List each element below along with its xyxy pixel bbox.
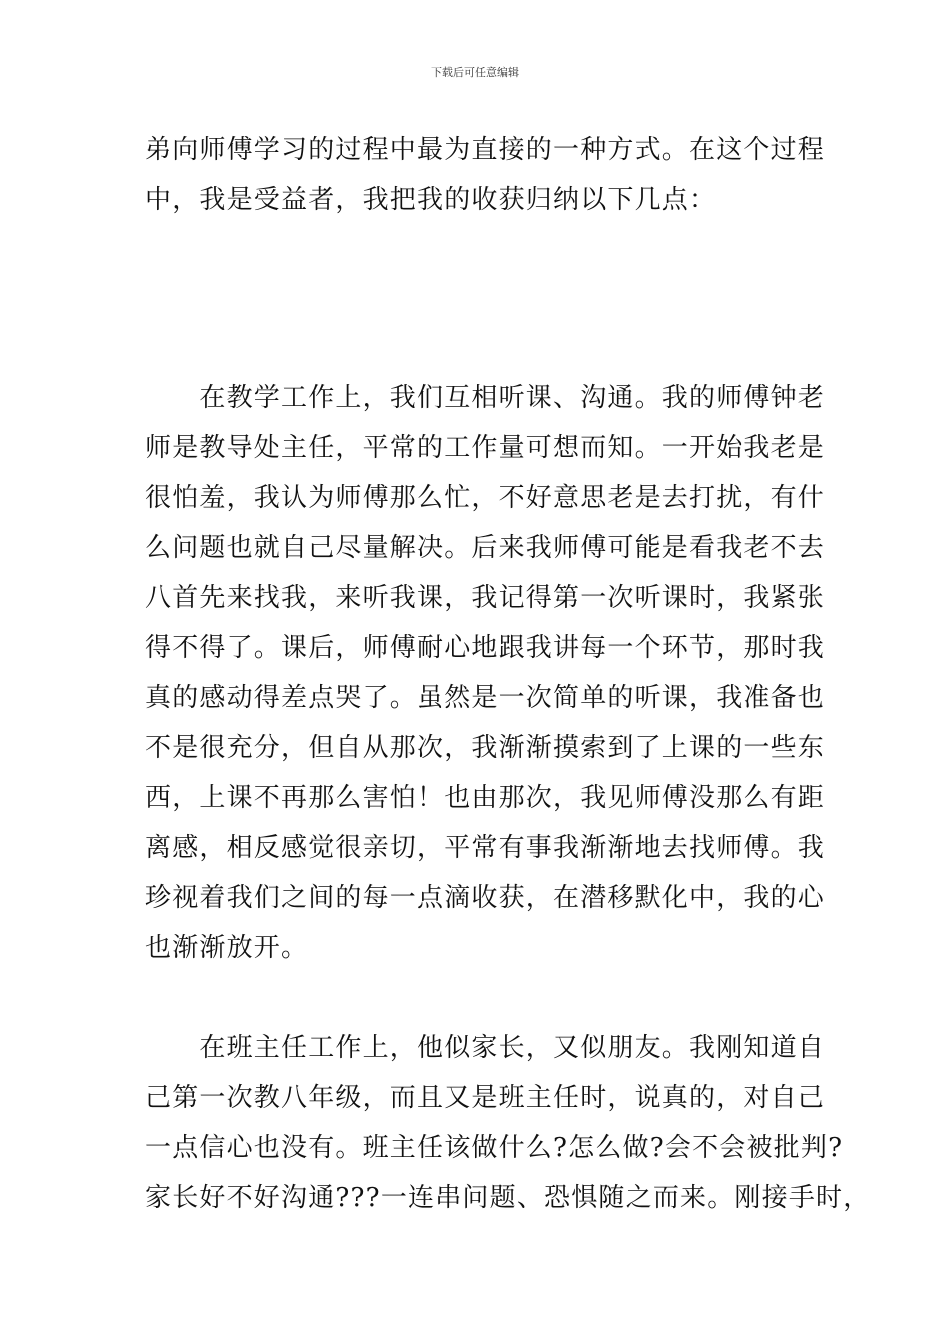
page-header: 下载后可任意编辑 [431, 66, 519, 79]
text-line: 西，上课不再那么害怕！也由那次，我见师傅没那么有距 [145, 783, 826, 813]
text-line: 一点信心也没有。班主任该做什么?怎么做?会不会被批判? [145, 1133, 844, 1163]
text-line: 师是教导处主任，平常的工作量可想而知。一开始我老是 [145, 433, 826, 463]
text-line: 家长好不好沟通???一连串问题、恐惧随之而来。刚接手时， [145, 1183, 871, 1213]
text-line: 离感，相反感觉很亲切，平常有事我渐渐地去找师傅。我 [145, 833, 826, 863]
text-line: 珍视着我们之间的每一点滴收获，在潜移默化中，我的心 [145, 883, 826, 913]
text-line: 真的感动得差点哭了。虽然是一次简单的听课，我准备也 [145, 683, 826, 713]
text-line: 不是很充分，但自从那次，我渐渐摸索到了上课的一些东 [145, 733, 826, 763]
text-line: 么问题也就自己尽量解决。后来我师傅可能是看我老不去 [145, 533, 826, 563]
text-line: 在教学工作上，我们互相听课、沟通。我的师傅钟老 [145, 383, 826, 413]
text-line: 得不得了。课后，师傅耐心地跟我讲每一个环节，那时我 [145, 633, 826, 663]
text-line: 八首先来找我，来听我课，我记得第一次听课时，我紧张 [145, 583, 826, 613]
text-line: 在班主任工作上，他似家长，又似朋友。我刚知道自 [145, 1033, 826, 1063]
text-line: 己第一次教八年级，而且又是班主任时，说真的，对自己 [145, 1083, 826, 1113]
text-line: 弟向师傅学习的过程中最为直接的一种方式。在这个过程 [145, 135, 826, 165]
text-line: 很怕羞，我认为师傅那么忙，不好意思老是去打扰，有什 [145, 483, 826, 513]
text-line: 中，我是受益者，我把我的收获归纳以下几点： [145, 185, 717, 215]
text-line: 也渐渐放开。 [145, 933, 309, 963]
